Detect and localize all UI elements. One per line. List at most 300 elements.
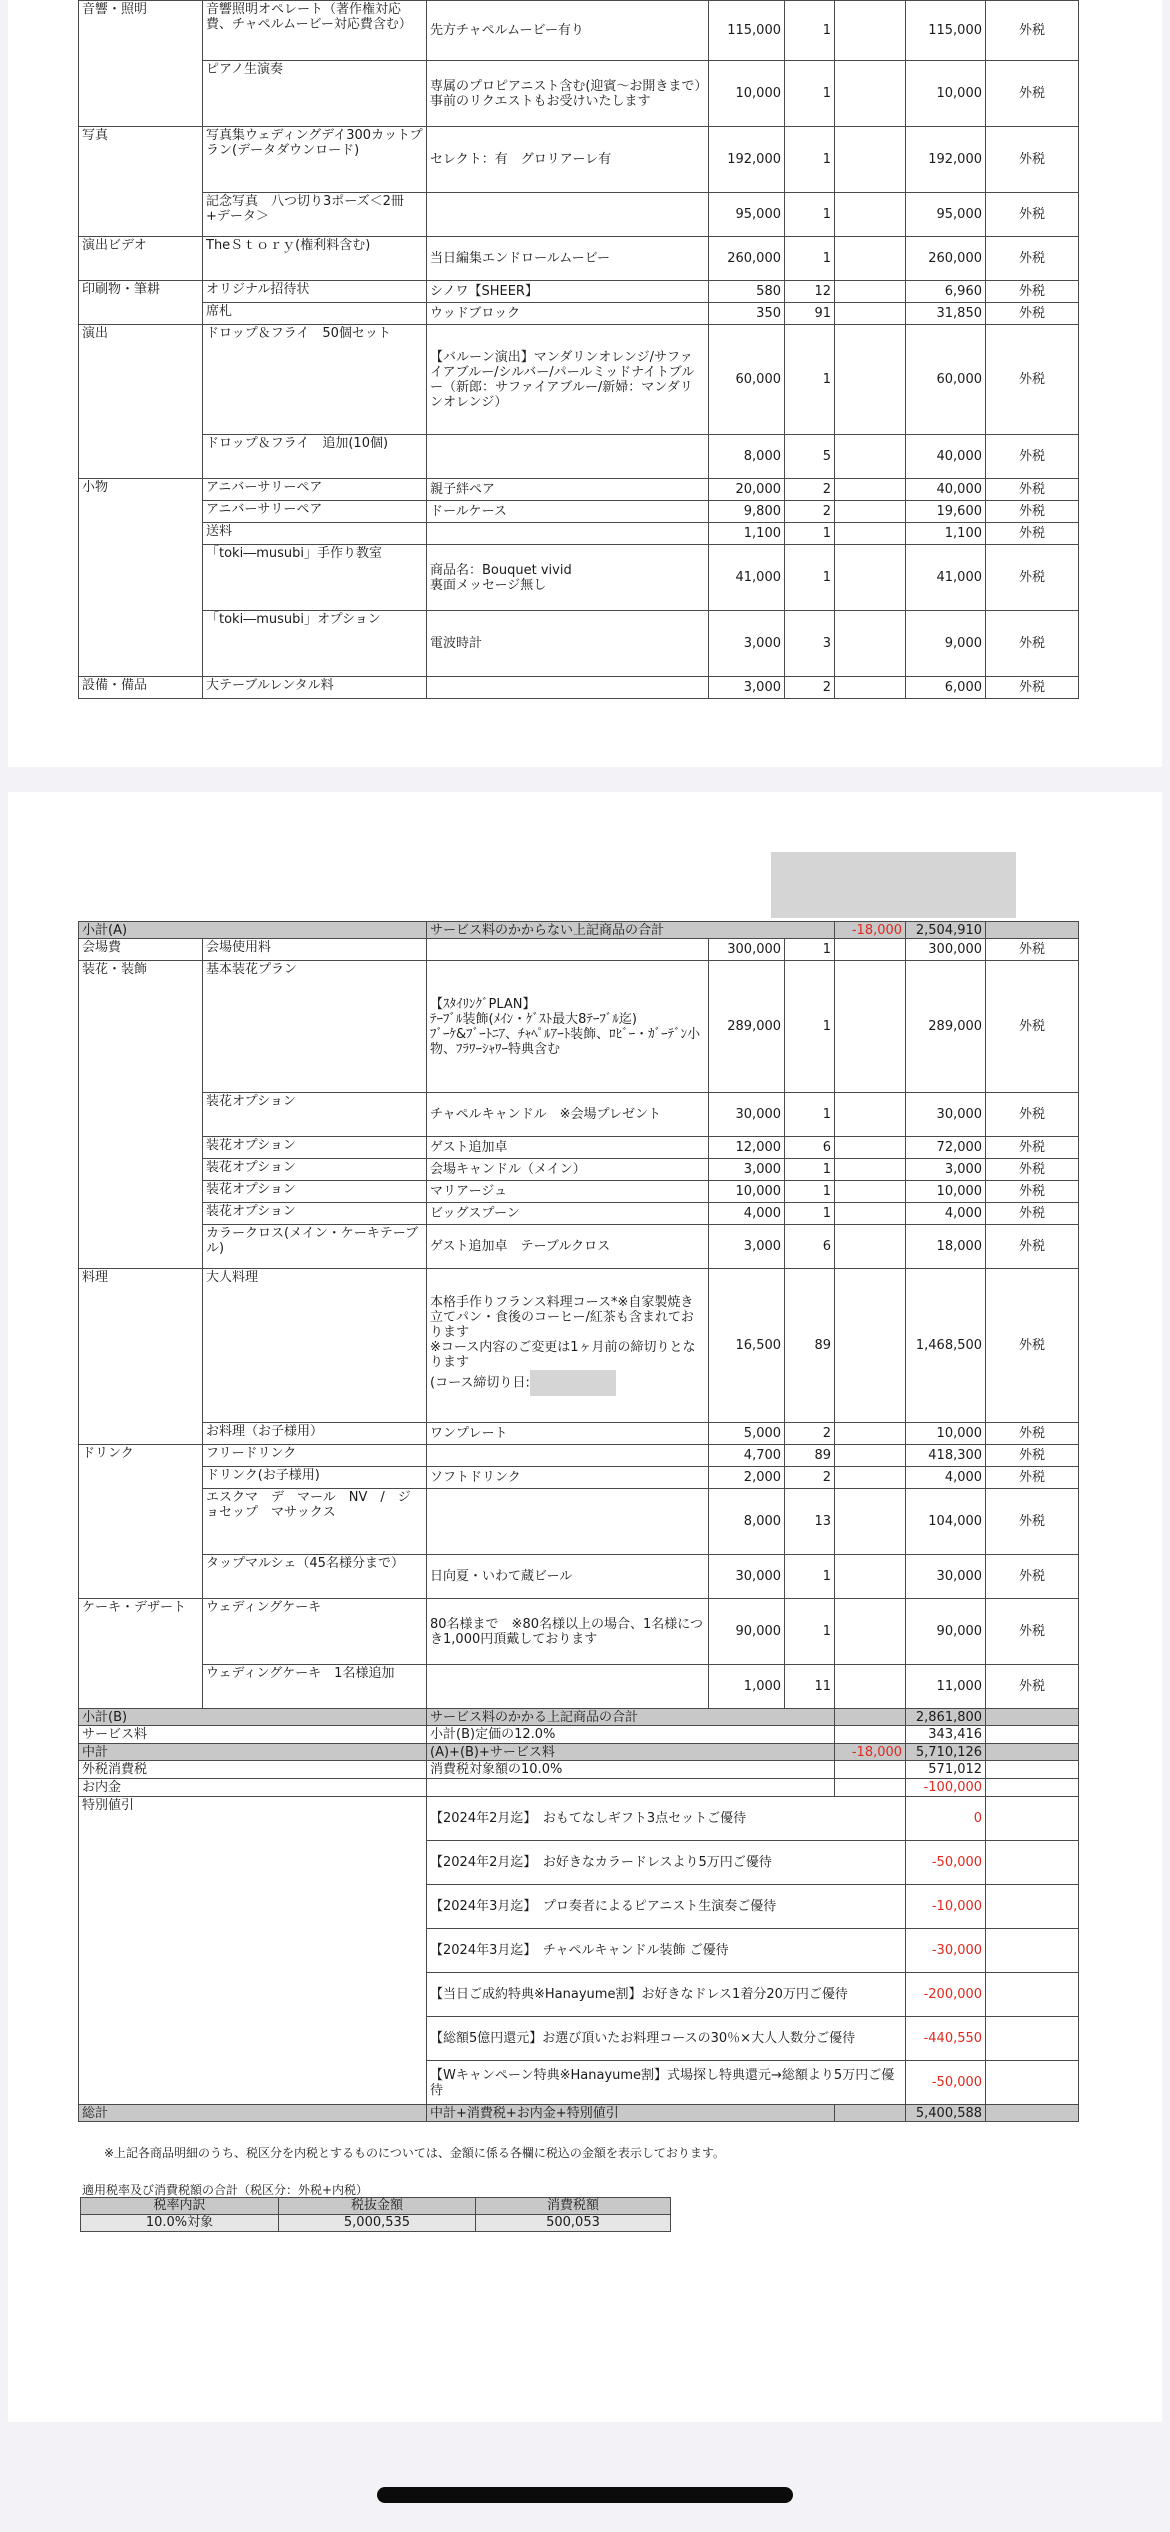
line-item-row: [79, 1093, 1079, 1137]
cell-tax: [986, 922, 1079, 939]
total-tax: [986, 2105, 1079, 2122]
tax-summary-table: [80, 2197, 671, 2232]
cell-item: 大テーブルレンタル料: [203, 677, 427, 699]
cell-qty: 13: [785, 1489, 835, 1555]
cell-amount: 300,000: [906, 939, 986, 961]
cell-desc: 消費税対象額の10.0%: [427, 1761, 835, 1779]
cell-amount: -100,000: [906, 1779, 986, 1797]
total-cat: 総計: [79, 2105, 427, 2122]
cell-cat: 演出: [79, 325, 203, 479]
tax-value-tax: 500,053: [476, 2215, 671, 2232]
cell-disc: [835, 1555, 906, 1599]
cell-qty: 1: [785, 193, 835, 237]
cell-item: アニバーサリーペア: [203, 479, 427, 501]
cell-amount: 6,960: [906, 281, 986, 303]
cell-cat: 設備・備品: [79, 677, 203, 699]
cell-amount: 30,000: [906, 1555, 986, 1599]
cell-amount: 0: [906, 1797, 986, 1841]
cell-price: 3,000: [709, 1225, 785, 1269]
cell-disc: [835, 545, 906, 611]
cell-disc: [835, 237, 906, 281]
cell-desc: 【当日ご成約特典※Hanayume割】お好きなドレス1着分20万円ご優待: [427, 1973, 906, 2017]
cell-desc: [427, 1779, 835, 1797]
cell-qty: 11: [785, 1665, 835, 1709]
cell-disc: [835, 1181, 906, 1203]
cell-disc: [835, 127, 906, 193]
cell-amount: 1,100: [906, 523, 986, 545]
cell-disc: [835, 303, 906, 325]
cell-disc: [835, 281, 906, 303]
cell-price: 1,100: [709, 523, 785, 545]
cell-item: ドロップ＆フライ 50個セット: [203, 325, 427, 435]
summary-row: [79, 1744, 1079, 1761]
cell-desc: 本格手作りフランス料理コース*※自家製焼き立てパン・食後のコーヒー/紅茶も含まれております ※コース内容のご変更は1ヶ月前の締切りとなります (コース締切り日:: [427, 1269, 709, 1423]
line-item-row: [79, 939, 1079, 961]
grand-total-row: [79, 2105, 1079, 2122]
estimate-table-1: [78, 0, 1079, 699]
cell-disc: [835, 1761, 906, 1779]
cell-tax: 外税: [986, 1665, 1079, 1709]
cell-desc: シノワ【SHEER】: [427, 281, 709, 303]
cell-tax: 外税: [986, 281, 1079, 303]
cell-desc: 【バルーン演出】マンダリンオレンジ/サファイアブルー/シルバー/パールミッドナイトブルー（新郎：サファイアブルー/新婦：マンダリンオレンジ）: [427, 325, 709, 435]
cell-desc: [427, 939, 709, 961]
special-discount-row: [79, 1797, 1079, 1841]
cell-item: カラークロス(メイン・ケーキテーブル): [203, 1225, 427, 1269]
cell-amount: 4,000: [906, 1467, 986, 1489]
cell-qty: 12: [785, 281, 835, 303]
cell-qty: 1: [785, 127, 835, 193]
cell-disc: [835, 1467, 906, 1489]
cell-amount: -50,000: [906, 1841, 986, 1885]
cell-amount: 115,000: [906, 1, 986, 61]
cell-amount: 40,000: [906, 435, 986, 479]
cell-disc: [835, 193, 906, 237]
cell-desc: 【2024年2月迄】 おもてなしギフト3点セットご優待: [427, 1797, 906, 1841]
cell-price: 10,000: [709, 1181, 785, 1203]
line-item-row: [79, 1181, 1079, 1203]
cell-disc: [835, 939, 906, 961]
cell-tax: 外税: [986, 1181, 1079, 1203]
cell-disc: -18,000: [835, 922, 906, 939]
cell-amount: 19,600: [906, 501, 986, 523]
cell-amount: 72,000: [906, 1137, 986, 1159]
redacted-block: [771, 852, 1016, 918]
cell-price: 10,000: [709, 61, 785, 127]
cell-cat: ケーキ・デザート: [79, 1599, 203, 1709]
cell-item: ウェディングケーキ 1名様追加: [203, 1665, 427, 1709]
tax-value-rate: 10.0%対象: [81, 2215, 279, 2232]
cell-tax: [986, 1779, 1079, 1797]
summary-row: [79, 922, 1079, 939]
cell-tax: 外税: [986, 1467, 1079, 1489]
cell-disc: [835, 1093, 906, 1137]
cell-desc: 【2024年2月迄】 お好きなカラードレスより5万円ご優待: [427, 1841, 906, 1885]
cell-item: エスクマ デ マール NV / ジョセップ マサックス: [203, 1489, 427, 1555]
line-item-row: [79, 523, 1079, 545]
cell-tax: [986, 1709, 1079, 1726]
cell-cat: 外税消費税: [79, 1761, 427, 1779]
cell-cat: 料理: [79, 1269, 203, 1445]
cell-amount: 10,000: [906, 1423, 986, 1445]
cell-price: 1,000: [709, 1665, 785, 1709]
cell-amount: -10,000: [906, 1885, 986, 1929]
cell-desc: ビッグスプーン: [427, 1203, 709, 1225]
cell-item: ドロップ＆フライ 追加(10個): [203, 435, 427, 479]
cell-tax: 外税: [986, 1137, 1079, 1159]
cell-qty: 89: [785, 1445, 835, 1467]
cell-tax: 外税: [986, 1269, 1079, 1423]
cell-price: 4,000: [709, 1203, 785, 1225]
cell-qty: 1: [785, 61, 835, 127]
cell-amount: 40,000: [906, 479, 986, 501]
cell-cat: 演出ビデオ: [79, 237, 203, 281]
cell-amount: 571,012: [906, 1761, 986, 1779]
cell-desc: 【Wキャンペーン特典※Hanayume割】式場探し特典還元→総額より5万円ご優待: [427, 2061, 906, 2105]
cell-price: 41,000: [709, 545, 785, 611]
cell-cat: 小計(B): [79, 1709, 427, 1726]
cell-amount: 18,000: [906, 1225, 986, 1269]
cell-price: 8,000: [709, 1489, 785, 1555]
cell-item: 記念写真 八つ切り3ポーズ＜2冊+データ＞: [203, 193, 427, 237]
cell-price: 5,000: [709, 1423, 785, 1445]
cell-amount: 3,000: [906, 1159, 986, 1181]
cell-cat: サービス料: [79, 1726, 427, 1744]
cell-amount: 4,000: [906, 1203, 986, 1225]
cell-disc: [835, 1, 906, 61]
estimate-page-1: [8, 0, 1162, 767]
line-item-row: [79, 325, 1079, 435]
cell-tax: 外税: [986, 237, 1079, 281]
cell-desc: 日向夏・いわて蔵ビール: [427, 1555, 709, 1599]
cell-price: 580: [709, 281, 785, 303]
line-item-row: [79, 1269, 1079, 1423]
cell-disc: [835, 961, 906, 1093]
cell-price: 90,000: [709, 1599, 785, 1665]
cell-tax: 外税: [986, 127, 1079, 193]
tax-header-net: 税抜金額: [279, 2198, 476, 2215]
cell-item: 大人料理: [203, 1269, 427, 1423]
line-item-row: [79, 1423, 1079, 1445]
cell-qty: 1: [785, 325, 835, 435]
cell-desc: 親子絆ペア: [427, 479, 709, 501]
cell-tax: [986, 1929, 1079, 1973]
cell-tax: 外税: [986, 1423, 1079, 1445]
cell-qty: 1: [785, 1599, 835, 1665]
cell-item: ウェディングケーキ: [203, 1599, 427, 1665]
cell-desc: 【総額5億円還元】お選び頂いたお料理コースの30％×大人人数分ご優待: [427, 2017, 906, 2061]
tax-note: ※上記各商品明細のうち、税区分を内税とするものについては、金額に係る各欄に税込の金額を表示しております。: [104, 2146, 725, 2160]
cell-cat: 小計(A): [79, 922, 427, 939]
redacted-date: [530, 1370, 616, 1396]
cell-disc: [835, 61, 906, 127]
cell-qty: 2: [785, 1423, 835, 1445]
cell-tax: 外税: [986, 61, 1079, 127]
cell-desc: [427, 523, 709, 545]
cell-price: 3,000: [709, 1159, 785, 1181]
cell-amount: 9,000: [906, 611, 986, 677]
summary-row: [79, 1709, 1079, 1726]
cell-amount: 10,000: [906, 1181, 986, 1203]
cell-desc: [427, 1445, 709, 1467]
cell-qty: 1: [785, 1, 835, 61]
cell-tax: 外税: [986, 545, 1079, 611]
cell-item: ピアノ生演奏: [203, 61, 427, 127]
total-amount: 5,400,588: [906, 2105, 986, 2122]
cell-disc: [835, 1779, 906, 1797]
cell-desc: [427, 1489, 709, 1555]
summary-row: [79, 1779, 1079, 1797]
cell-amount: 2,504,910: [906, 922, 986, 939]
cell-tax: 外税: [986, 1159, 1079, 1181]
line-item-row: [79, 1665, 1079, 1709]
cell-qty: 5: [785, 435, 835, 479]
cell-qty: 3: [785, 611, 835, 677]
line-item-row: [79, 1, 1079, 61]
line-item-row: [79, 1203, 1079, 1225]
cell-desc: ゲスト追加卓 テーブルクロス: [427, 1225, 709, 1269]
cell-disc: [835, 677, 906, 699]
cell-price: 20,000: [709, 479, 785, 501]
cell-desc: 【ｽﾀｲﾘﾝｸﾞPLAN】 ﾃｰﾌﾞﾙ装飾(ﾒｲﾝ・ｹﾞｽﾄ最大8ﾃｰﾌﾞﾙ迄) ﾌﾞｰｹ&ﾌﾞｰﾄﾆｱ、ﾁｬﾍﾟﾙｱｰﾄ装飾、ﾛﾋﾞｰ・ｶﾞｰﾃﾞﾝ小物、ﾌﾗﾜｰｼｬﾜｰ特典含む: [427, 961, 709, 1093]
cell-disc: [835, 1137, 906, 1159]
cell-desc: セレクト：有 グロリアーレ有: [427, 127, 709, 193]
cell-tax: [986, 1726, 1079, 1744]
cell-cat: 音響・照明: [79, 1, 203, 127]
cell-price: 8,000: [709, 435, 785, 479]
cell-price: 300,000: [709, 939, 785, 961]
cell-disc: [835, 1269, 906, 1423]
cell-item: タップマルシェ（45名様分まで）: [203, 1555, 427, 1599]
cell-desc: 電波時計: [427, 611, 709, 677]
cell-disc: [835, 1203, 906, 1225]
cell-disc: [835, 1709, 906, 1726]
cell-disc: [835, 1726, 906, 1744]
cell-item: 「toki―musubi」オプション: [203, 611, 427, 677]
cell-disc: [835, 435, 906, 479]
cell-tax: 外税: [986, 1445, 1079, 1467]
cell-tax: 外税: [986, 1, 1079, 61]
cell-qty: 2: [785, 479, 835, 501]
cell-desc: 先方チャペルムービー有り: [427, 1, 709, 61]
cell-item: 送料: [203, 523, 427, 545]
cell-tax: 外税: [986, 1225, 1079, 1269]
cell-desc: 専属のプロピアニスト含む(迎賓～お開きまで） 事前のリクエストもお受けいたします: [427, 61, 709, 127]
cell-desc: マリアージュ: [427, 1181, 709, 1203]
cell-price: 30,000: [709, 1555, 785, 1599]
tax-header-rate: 税率内訳: [81, 2198, 279, 2215]
cell-price: 350: [709, 303, 785, 325]
cell-amount: -30,000: [906, 1929, 986, 1973]
line-item-row: [79, 1159, 1079, 1181]
cell-disc: [835, 1423, 906, 1445]
cell-tax: 外税: [986, 501, 1079, 523]
cell-amount: 104,000: [906, 1489, 986, 1555]
cell-price: 95,000: [709, 193, 785, 237]
cell-item: 装花オプション: [203, 1203, 427, 1225]
line-item-row: [79, 1555, 1079, 1599]
cell-qty: 1: [785, 237, 835, 281]
line-item-row: [79, 611, 1079, 677]
cell-tax: 外税: [986, 479, 1079, 501]
cell-cat: 中計: [79, 1744, 427, 1761]
cell-disc: [835, 1489, 906, 1555]
cell-price: 192,000: [709, 127, 785, 193]
cell-desc: ゲスト追加卓: [427, 1137, 709, 1159]
line-item-row: [79, 237, 1079, 281]
cell-disc: [835, 479, 906, 501]
line-item-row: [79, 1599, 1079, 1665]
cell-amount: 31,850: [906, 303, 986, 325]
cell-tax: 外税: [986, 1599, 1079, 1665]
estimate-page-2: [8, 792, 1162, 2422]
line-item-row: [79, 61, 1079, 127]
cell-tax: 外税: [986, 939, 1079, 961]
cell-cat: ドリンク: [79, 1445, 203, 1599]
cell-item: 音響照明オペレート（著作権対応費、チャペルムービー対応費含む）: [203, 1, 427, 61]
cell-tax: 外税: [986, 523, 1079, 545]
cell-qty: 1: [785, 1159, 835, 1181]
cell-qty: 1: [785, 1181, 835, 1203]
cell-desc: ウッドブロック: [427, 303, 709, 325]
cell-amount: 11,000: [906, 1665, 986, 1709]
cell-desc: ソフトドリンク: [427, 1467, 709, 1489]
cell-qty: 89: [785, 1269, 835, 1423]
cell-amount: 60,000: [906, 325, 986, 435]
line-item-row: [79, 1445, 1079, 1467]
cell-item: 席札: [203, 303, 427, 325]
cell-cat: 小物: [79, 479, 203, 677]
estimate-table-2: [78, 921, 1079, 2122]
line-item-row: [79, 1225, 1079, 1269]
cell-tax: 外税: [986, 303, 1079, 325]
cell-item: 装花オプション: [203, 1093, 427, 1137]
cell-amount: 418,300: [906, 1445, 986, 1467]
cell-qty: 91: [785, 303, 835, 325]
cell-tax: [986, 1761, 1079, 1779]
cell-tax: [986, 1973, 1079, 2017]
cell-qty: 6: [785, 1137, 835, 1159]
cell-desc: 80名様まで ※80名様以上の場合、1名様につき1,000円頂戴しております: [427, 1599, 709, 1665]
cell-disc: [835, 611, 906, 677]
line-item-row: [79, 479, 1079, 501]
cell-item: 装花オプション: [203, 1137, 427, 1159]
cell-amount: 289,000: [906, 961, 986, 1093]
summary-row: [79, 1761, 1079, 1779]
cell-disc: [835, 1225, 906, 1269]
cell-tax: 外税: [986, 193, 1079, 237]
cell-cat: 装花・装飾: [79, 961, 203, 1269]
cell-price: 2,000: [709, 1467, 785, 1489]
cell-tax: [986, 1885, 1079, 1929]
cell-price: 30,000: [709, 1093, 785, 1137]
cell-desc: ワンプレート: [427, 1423, 709, 1445]
cell-amount: -440,550: [906, 2017, 986, 2061]
cell-amount: 95,000: [906, 193, 986, 237]
cell-item: オリジナル招待状: [203, 281, 427, 303]
cell-tax: 外税: [986, 611, 1079, 677]
cell-price: 289,000: [709, 961, 785, 1093]
cell-tax: [986, 1797, 1079, 1841]
cell-price: 60,000: [709, 325, 785, 435]
line-item-row: [79, 961, 1079, 1093]
cell-item: お料理（お子様用）: [203, 1423, 427, 1445]
cell-item: 装花オプション: [203, 1159, 427, 1181]
cell-tax: 外税: [986, 1489, 1079, 1555]
home-indicator[interactable]: [377, 2487, 793, 2503]
cell-qty: 1: [785, 961, 835, 1093]
line-item-row: [79, 193, 1079, 237]
cell-disc: [835, 1665, 906, 1709]
cell-disc: [835, 523, 906, 545]
cell-price: 260,000: [709, 237, 785, 281]
cell-tax: 外税: [986, 325, 1079, 435]
cell-desc: 会場キャンドル（メイン）: [427, 1159, 709, 1181]
cell-desc: [427, 193, 709, 237]
cell-amount: 6,000: [906, 677, 986, 699]
cell-amount: 5,710,126: [906, 1744, 986, 1761]
cell-tax: 外税: [986, 1555, 1079, 1599]
cell-amount: 343,416: [906, 1726, 986, 1744]
cell-desc: サービス料のかからない上記商品の合計: [427, 922, 835, 939]
cell-qty: 1: [785, 545, 835, 611]
cell-tax: 外税: [986, 1093, 1079, 1137]
cell-disc: [835, 501, 906, 523]
cell-cat: 写真: [79, 127, 203, 237]
cell-qty: 1: [785, 939, 835, 961]
line-item-row: [79, 677, 1079, 699]
cell-tax: [986, 1841, 1079, 1885]
cell-item: 会場使用料: [203, 939, 427, 961]
cell-amount: 2,861,800: [906, 1709, 986, 1726]
cell-desc: [427, 677, 709, 699]
cell-price: 3,000: [709, 677, 785, 699]
cell-amount: 90,000: [906, 1599, 986, 1665]
cell-qty: 1: [785, 523, 835, 545]
cell-price: 9,800: [709, 501, 785, 523]
cell-item: アニバーサリーペア: [203, 501, 427, 523]
cell-amount: 192,000: [906, 127, 986, 193]
total-desc: 中計+消費税+お内金+特別値引: [427, 2105, 835, 2122]
cell-cat: お内金: [79, 1779, 427, 1797]
cell-qty: 1: [785, 1555, 835, 1599]
cell-price: 16,500: [709, 1269, 785, 1423]
cell-desc: 商品名：Bouquet vivid 裏面メッセージ無し: [427, 545, 709, 611]
cell-item: 装花オプション: [203, 1181, 427, 1203]
line-item-row: [79, 545, 1079, 611]
tax-value-net: 5,000,535: [279, 2215, 476, 2232]
cell-desc: 当日編集エンドロールムービー: [427, 237, 709, 281]
line-item-row: [79, 281, 1079, 303]
cell-tax: 外税: [986, 677, 1079, 699]
cell-desc: チャペルキャンドル ※会場プレゼント: [427, 1093, 709, 1137]
cell-price: 3,000: [709, 611, 785, 677]
cell-tax: [986, 2061, 1079, 2105]
cell-tax: 外税: [986, 435, 1079, 479]
line-item-row: [79, 435, 1079, 479]
cell-amount: 260,000: [906, 237, 986, 281]
cell-item: 写真集ウェディングデイ300カットプラン(データダウンロード): [203, 127, 427, 193]
cell-desc: (A)+(B)+サービス料: [427, 1744, 835, 1761]
cell-amount: -200,000: [906, 1973, 986, 2017]
cell-disc: [835, 325, 906, 435]
cell-tax: [986, 1744, 1079, 1761]
cell-desc: [427, 1665, 709, 1709]
cell-qty: 2: [785, 1467, 835, 1489]
cell-desc: [427, 435, 709, 479]
cell-disc: -18,000: [835, 1744, 906, 1761]
cell-amount: 10,000: [906, 61, 986, 127]
